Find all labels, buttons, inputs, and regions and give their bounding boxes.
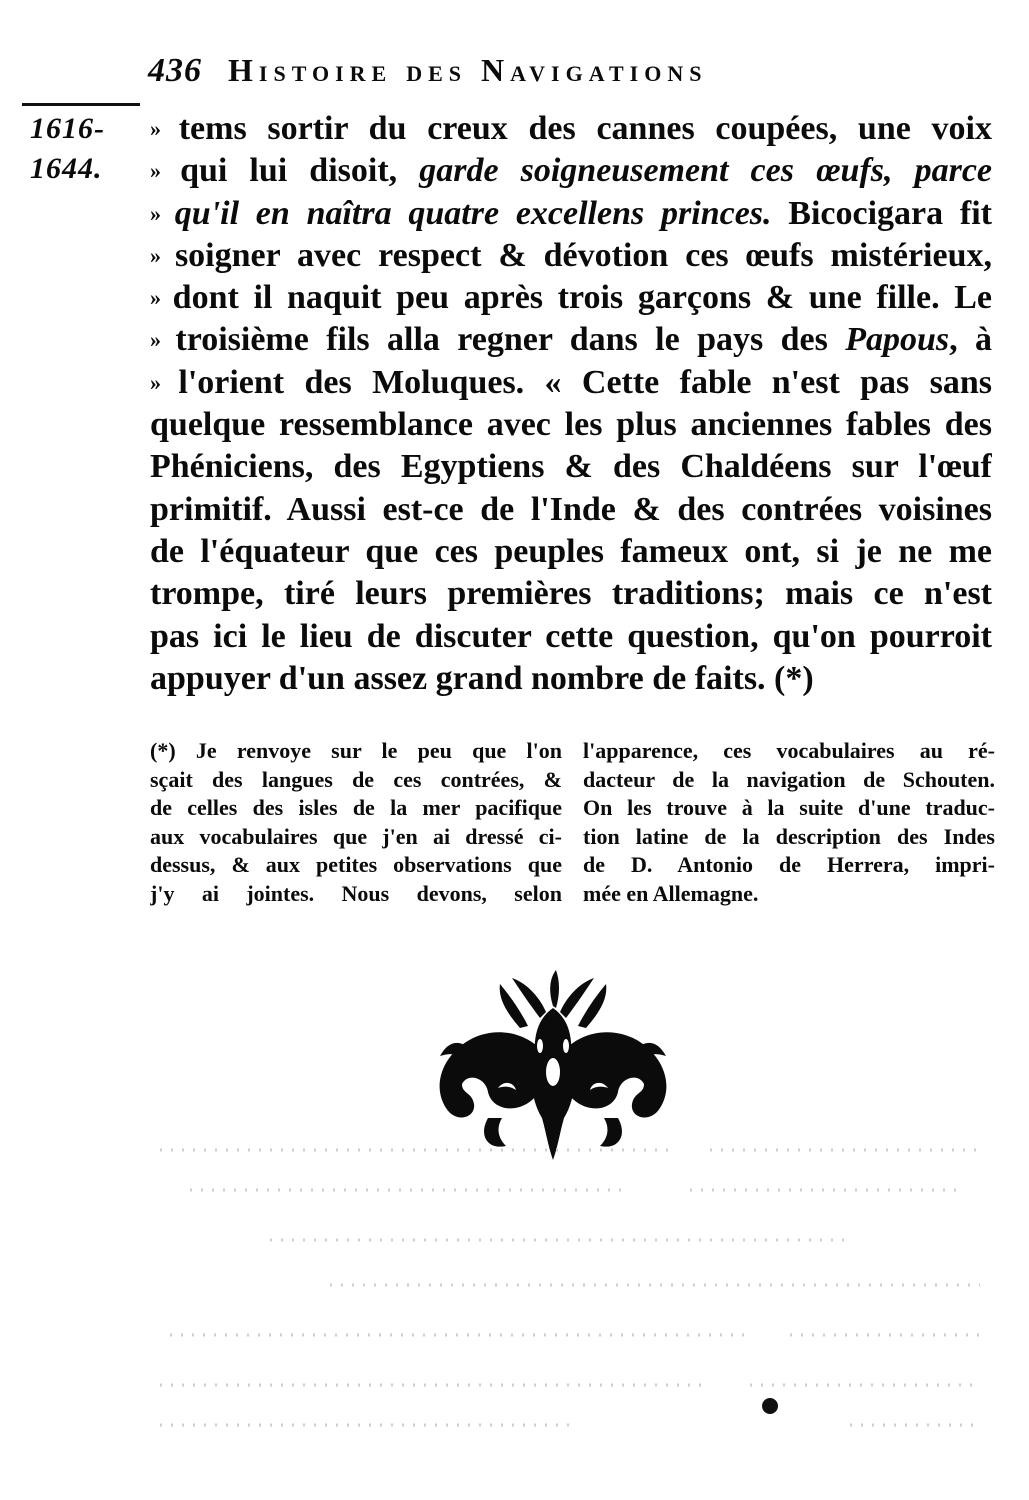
italic-phrase: Papous <box>845 321 950 359</box>
text-line: appuyer d'un assez grand nombre de faits. (*) <box>150 659 814 697</box>
footnote-line: (*) Je renvoye sur le peu que l'on <box>150 738 562 763</box>
footnote-line: aux vocabulaires que j'en ai dressé ci- <box>150 823 562 849</box>
footnote <box>150 737 995 909</box>
text-line: » qui lui disoit, garde soigneusement ces œufs, parce <box>150 150 992 192</box>
footnote-line: de celles des isles de la mer pacifique <box>150 795 562 821</box>
text-line: » l'orient des Moluques. « Cette fable n'est pas sans <box>150 362 992 404</box>
ink-spot <box>762 1398 778 1414</box>
footnote-column-left <box>150 737 562 909</box>
text-line: » troisième fils alla regner dans le pays des Papous, à <box>150 319 992 361</box>
running-head <box>148 52 968 96</box>
footnote-line: On les trouve à la suite d'une traduc- <box>583 795 995 821</box>
footnote-line: l'apparence, ces vocabulaires au ré- <box>583 738 995 763</box>
footnote-line: dacteur de la navigation de Schouten. <box>583 766 995 792</box>
text-line: trompe, tiré leurs premières traditions; mais ce n'est <box>150 575 992 613</box>
margin-date-start: 1616- <box>30 112 105 145</box>
footnote-column-right <box>583 737 995 909</box>
running-title: Histoire des Navigations <box>228 52 708 88</box>
text-line: primitif. Aussi est-ce de l'Inde & des contrées voisines <box>150 490 992 528</box>
text-line: » qu'il en naîtra quatre excellens princes. Bicocigara fit <box>150 193 992 235</box>
margin-date-end: 1644. <box>30 152 103 185</box>
text-line: » tems sortir du creux des cannes coupées, une voix <box>150 108 992 150</box>
text-line: pas ici le lieu de discuter cette question, qu'on pourroit <box>150 617 992 655</box>
footnote-line: tion latine de la description des Indes <box>583 823 995 849</box>
footnote-line: sçait des langues de ces contrées, & <box>150 766 562 792</box>
footnote-line: dessus, & aux petites observations que <box>150 852 562 878</box>
main-text <box>150 108 992 700</box>
text-line: Phéniciens, des Egyptiens & des Chaldéens sur l'œuf <box>150 448 992 486</box>
text-line: » soigner avec respect & dévotion ces œufs mistérieux, <box>150 235 992 277</box>
text-line: » dont il naquit peu après trois garçons & une fille. Le <box>150 277 992 319</box>
italic-phrase: garde soigneusement ces œufs, parce <box>419 152 992 190</box>
italic-phrase: qu'il en naîtra quatre excellens princes. <box>174 194 772 232</box>
footnote-line: j'y ai jointes. Nous devons, selon <box>150 880 562 906</box>
footnote-line: de D. Antonio de Herrera, impri- <box>583 852 995 878</box>
footnote-line: mée en Allemagne. <box>583 880 759 906</box>
show-through-marks <box>150 1110 990 1450</box>
text-line: de l'équateur que ces peuples fameux ont, si je ne me <box>150 532 992 570</box>
page-number: 436 <box>148 52 202 89</box>
margin-rule <box>22 103 140 106</box>
text-line: quelque ressemblance avec les plus anciennes fables des <box>150 406 992 444</box>
